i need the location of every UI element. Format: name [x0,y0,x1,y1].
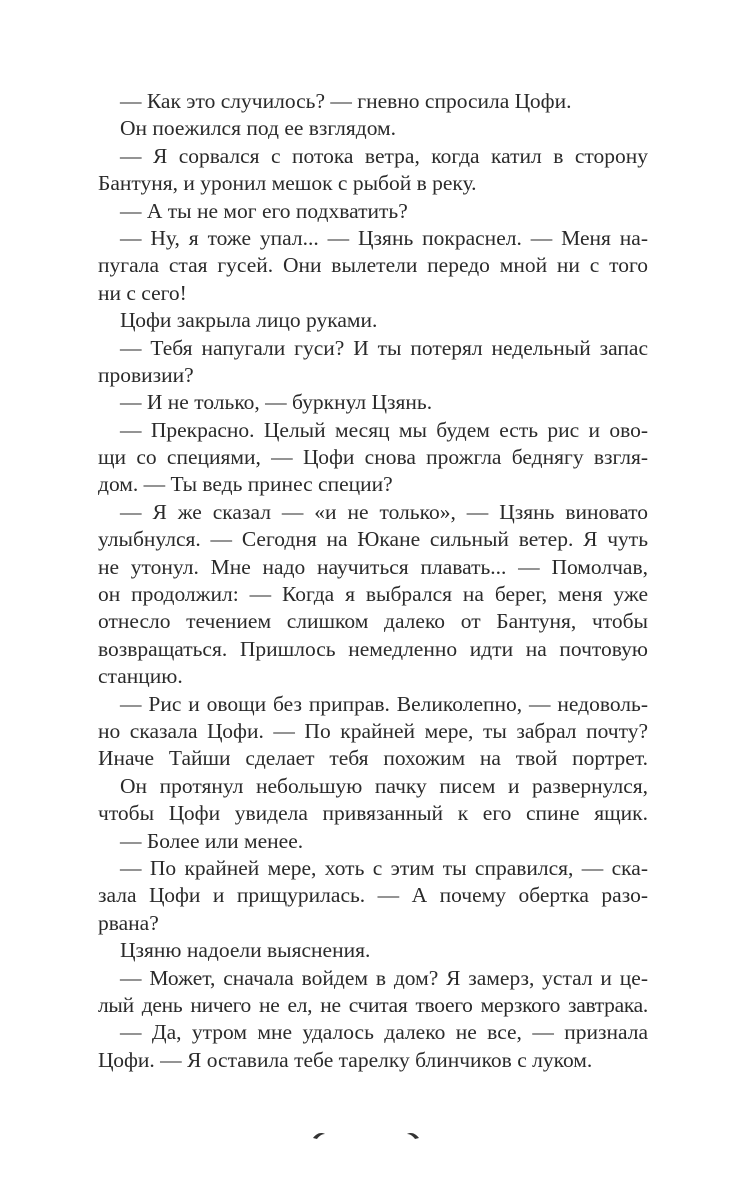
text-line: не утонул. Мне надо научиться плавать... — Помолчав, [98,554,648,579]
text-line: отнесло течением слишком далеко от Бантуня, чтобы [98,609,648,634]
text-line: ни с сего! [98,280,187,305]
page-ornament [311,1128,421,1144]
text-line: — Я же сказал — «и не только», — Цзянь виновато [120,499,648,524]
text-line: Цофи закрыла лицо руками. [120,308,378,333]
text-line: — По крайней мере, хоть с этим ты справился, — ска- [120,855,648,880]
text-line: — Прекрасно. Целый месяц мы будем есть рис и ово- [120,417,648,442]
ornament-flourish-icon [311,1128,421,1144]
text-line: — Может, сначала войдем в дом? Я замерз, устал и це- [120,965,648,990]
text-line: Иначе Тайши сделает тебя похожим на твой портрет. [98,746,648,771]
text-line: дом. — Ты ведь принес специи? [98,472,393,497]
text-line: — Тебя напугали гуси? И ты потерял недельный запас [120,335,648,360]
text-line: — Более или менее. [120,828,304,853]
text-line: он продолжил: — Когда я выбрался на берег, меня уже [98,582,648,607]
text-line: — И не только, — буркнул Цзянь. [120,390,433,415]
body-text [98,88,648,1074]
text-line: зала Цофи и прищурилась. — А почему обертка разо- [98,883,648,908]
text-line: — Я сорвался с потока ветра, когда катил в сторону [120,143,648,168]
text-line: чтобы Цофи увидела привязанный к его спине ящик. [98,801,648,826]
text-line: но сказала Цофи. — По крайней мере, ты забрал почту? [98,718,648,743]
text-line: рвана? [98,910,159,935]
text-line: щи со специями, — Цофи снова прожгла беднягу взгля- [98,445,648,470]
text-line: — А ты не мог его подхватить? [120,198,408,223]
text-line: — Как это случилось? — гневно спросила Цофи. [120,89,572,113]
text-line: Бантуня, и уронил мешок с рыбой в реку. [98,171,477,196]
text-line: станцию. [98,664,183,689]
text-line: — Да, утром мне удалось далеко не все, — признала [120,1020,648,1045]
text-line: — Рис и овощи без приправ. Великолепно, — недоволь- [120,691,648,716]
text-line: провизии? [98,362,194,387]
text-line: Он протянул небольшую пачку писем и развернулся, [120,773,648,798]
text-line: — Ну, я тоже упал... — Цзянь покраснел. — Меня на- [120,225,648,250]
text-line: лый день ничего не ел, не считая твоего мерзкого завтрака. [98,992,648,1017]
text-line: пугала стая гусей. Они вылетели передо мной ни с того [98,253,648,278]
text-line: улыбнулся. — Сегодня на Юкане сильный ветер. Я чуть [98,527,648,552]
text-line: Цофи. — Я оставила тебе тарелку блинчиков с луком. [98,1047,593,1072]
text-line: Цзяню надоели выяснения. [120,938,371,963]
text-line: возвращаться. Пришлось немедленно идти на почтовую [98,636,648,661]
text-line: Он поежился под ее взглядом. [120,116,397,141]
